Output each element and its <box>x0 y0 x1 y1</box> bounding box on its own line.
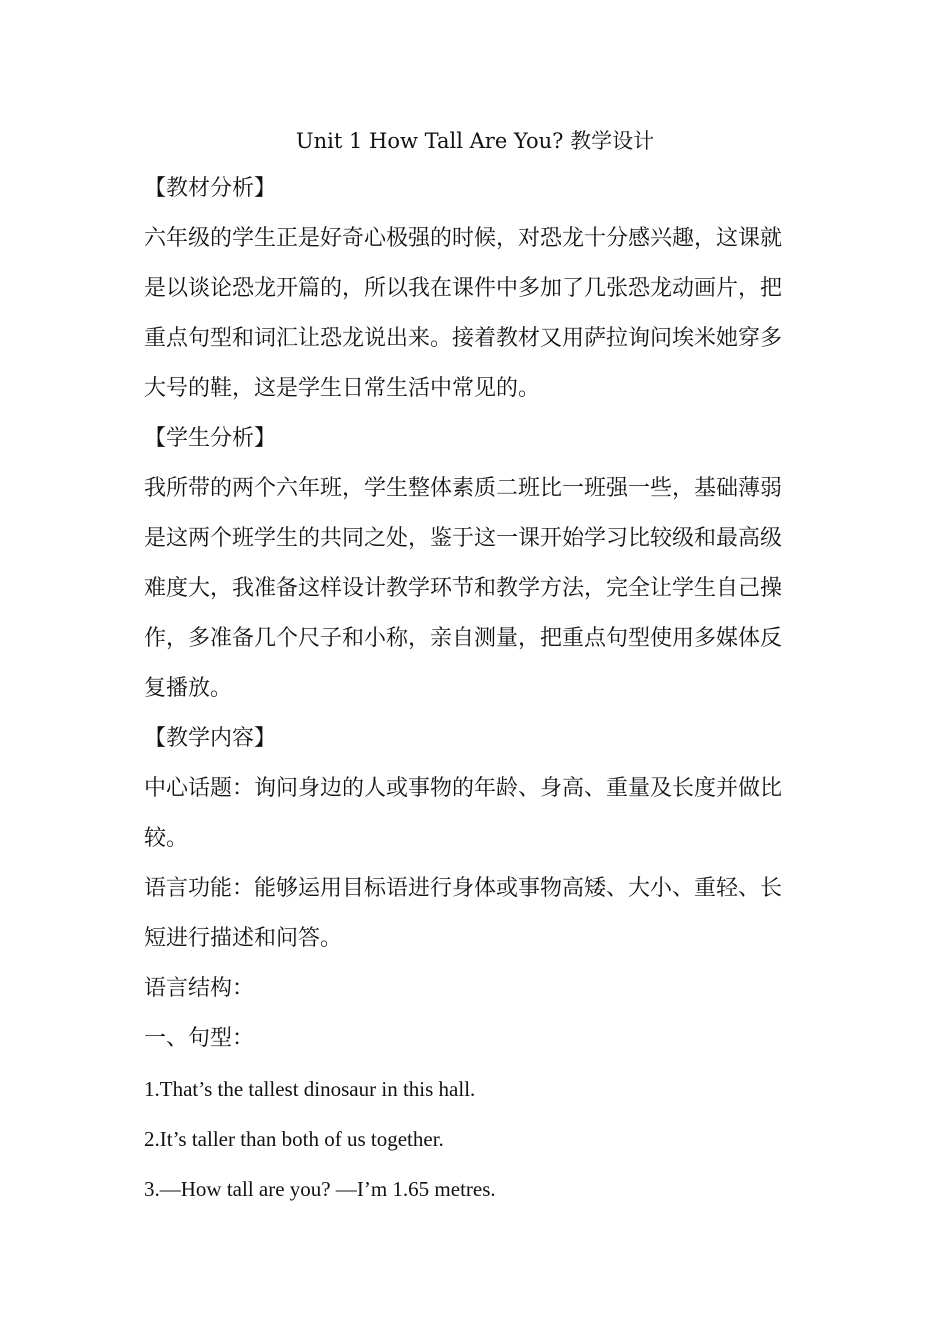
sentence-pattern-1: 1.That’s the tallest dinosaur in this hall. <box>144 1077 476 1101</box>
paragraph-line: 一、句型： <box>144 1026 255 1051</box>
paragraph-line: 是这两个班学生的共同之处，鉴于这一课开始学习比较级和最高级 <box>144 526 783 551</box>
heading-teaching-content: 【教学内容】 <box>144 726 277 751</box>
paragraph-line: 作，多准备几个尺子和小称，亲自测量，把重点句型使用多媒体反 <box>144 626 783 651</box>
paragraph-line: 语言功能：能够运用目标语进行身体或事物高矮、大小、重轻、长 <box>144 876 783 901</box>
document-title: Unit 1 How Tall Are You? 教学设计 <box>295 129 655 153</box>
paragraph-line: 较。 <box>144 826 189 851</box>
sentence-pattern-3: 3.—How tall are you? —I’m 1.65 metres. <box>144 1177 496 1201</box>
paragraph-line: 短进行描述和问答。 <box>144 926 343 951</box>
paragraph-line: 大号的鞋，这是学生日常生活中常见的。 <box>144 376 541 401</box>
paragraph-line: 是以谈论恐龙开篇的，所以我在课件中多加了几张恐龙动画片，把 <box>144 276 783 301</box>
sentence-pattern-2: 2.It’s taller than both of us together. <box>144 1127 444 1151</box>
paragraph-line: 我所带的两个六年班，学生整体素质二班比一班强一些，基础薄弱 <box>144 476 783 501</box>
paragraph-line: 复播放。 <box>144 676 233 701</box>
paragraph-line: 语言结构： <box>144 976 255 1001</box>
paragraph-line: 中心话题：询问身边的人或事物的年龄、身高、重量及长度并做比 <box>144 776 783 801</box>
document-body <box>144 164 794 1214</box>
paragraph-line: 难度大，我准备这样设计教学环节和教学方法，完全让学生自己操 <box>144 576 783 601</box>
paragraph-line: 六年级的学生正是好奇心极强的时候，对恐龙十分感兴趣，这课就 <box>144 226 783 251</box>
paragraph-line: 重点句型和词汇让恐龙说出来。接着教材又用萨拉询问埃米她穿多 <box>144 326 783 351</box>
heading-student-analysis: 【学生分析】 <box>144 426 277 451</box>
heading-textbook-analysis: 【教材分析】 <box>144 176 277 201</box>
